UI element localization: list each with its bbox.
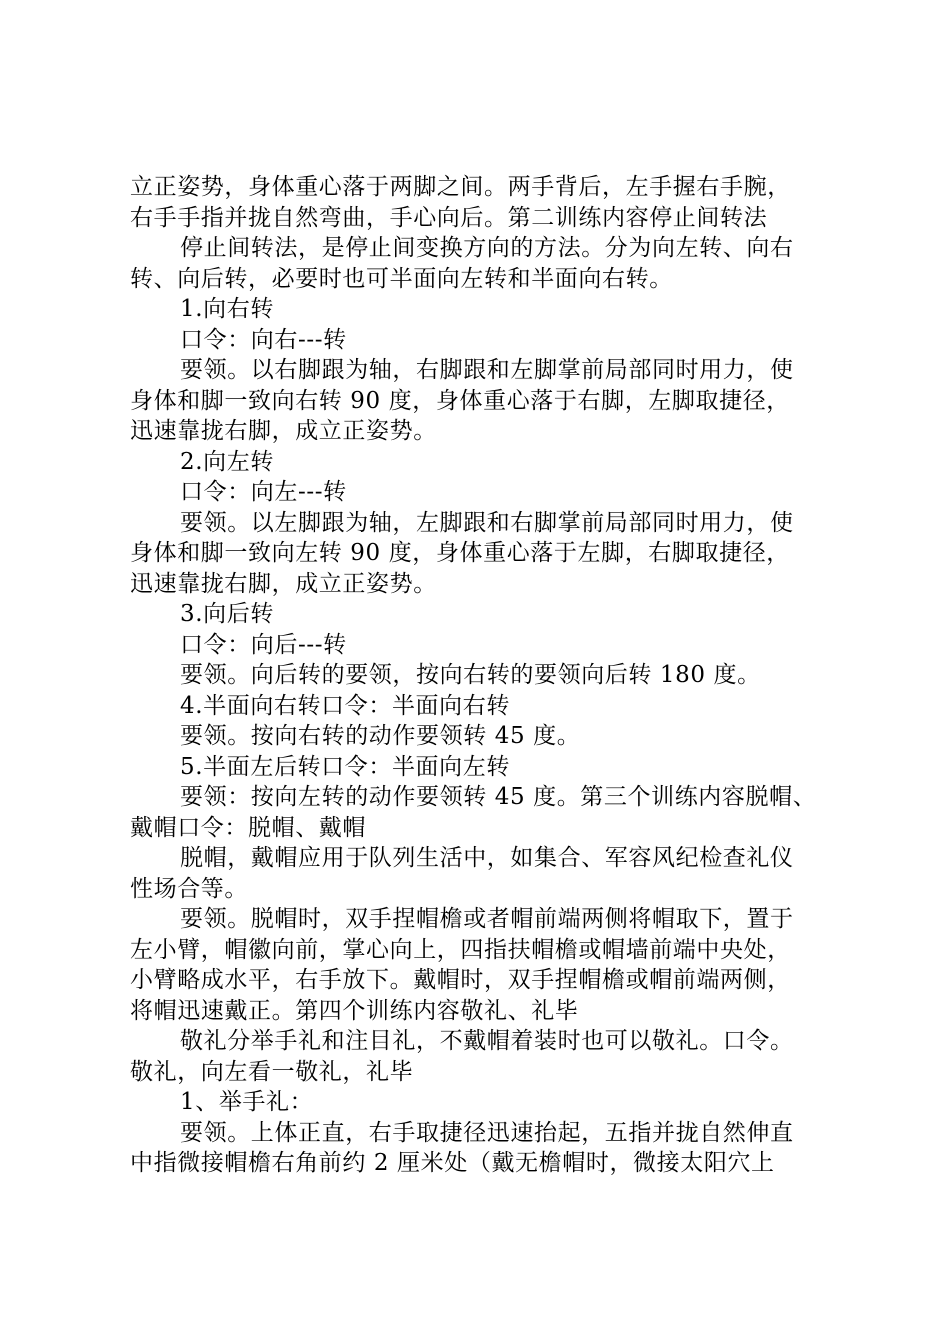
text-line: 迅速靠拢右脚，成立正姿势。: [130, 570, 437, 597]
text-line: 要领。上体正直，右手取捷径迅速抬起，五指并拢自然伸直: [180, 1119, 794, 1146]
text-line: 身体和脚一致向右转 90 度，身体重心落于右脚，左脚取捷径，: [130, 387, 790, 414]
body-text: [130, 172, 850, 1179]
text-line: 2.向左转: [180, 448, 274, 475]
text-line: 敬礼，向左看一敬礼，礼毕: [130, 1058, 414, 1085]
text-line: 左小臂，帽徽向前，掌心向上，四指扶帽檐或帽墙前端中央处，: [130, 936, 791, 963]
text-line: 立正姿势，身体重心落于两脚之间。两手背后，左手握右手腕，: [130, 174, 791, 200]
text-line: 要领。向后转的要领，按向右转的要领向后转 180 度。: [180, 662, 761, 688]
text-line: 性场合等。: [130, 875, 248, 902]
text-line: 转、向后转，必要时也可半面向左转和半面向右转。: [130, 265, 673, 292]
text-line: 要领：按向左转的动作要领转 45 度。第三个训练内容脱帽、: [180, 784, 817, 810]
text-line: 要领。脱帽时，双手捏帽檐或者帽前端两侧将帽取下，置于: [180, 906, 794, 932]
text-line: 口令：向右---转: [180, 326, 347, 353]
text-line: 脱帽，戴帽应用于队列生活中，如集合、军容风纪检查礼仪: [180, 845, 794, 871]
text-line: 停止间转法，是停止间变换方向的方法。分为向左转、向右: [180, 235, 794, 261]
text-line: 要领。以右脚跟为轴，右脚跟和左脚掌前局部同时用力，使: [180, 357, 794, 383]
text-line: 敬礼分举手礼和注目礼，不戴帽着装时也可以敬礼。口令。: [180, 1028, 794, 1054]
text-line: 3.向后转: [180, 601, 274, 627]
text-line: 5.半面左后转口令：半面向左转: [180, 753, 510, 780]
text-line: 将帽迅速戴正。第四个训练内容敬礼、礼毕: [130, 997, 579, 1024]
text-line: 要领。以左脚跟为轴，左脚跟和右脚掌前局部同时用力，使: [180, 509, 794, 536]
text-line: 身体和脚一致向左转 90 度，身体重心落于左脚，右脚取捷径，: [130, 540, 790, 566]
text-line: 戴帽口令：脱帽、戴帽: [130, 814, 366, 841]
text-line: 口令：向左---转: [180, 479, 347, 505]
text-line: 迅速靠拢右脚，成立正姿势。: [130, 418, 437, 444]
text-line: 中指微接帽檐右角前约 2 厘米处（戴无檐帽时，微接太阳穴上: [130, 1150, 775, 1176]
text-line: 要领。按向右转的动作要领转 45 度。: [180, 723, 581, 749]
text-line: 右手手指并拢自然弯曲，手心向后。第二训练内容停止间转法: [130, 204, 768, 231]
text-line: 口令：向后---转: [180, 631, 347, 658]
text-line: 1、举手礼：: [180, 1089, 314, 1115]
text-line: 4.半面向右转口令：半面向右转: [180, 692, 510, 719]
text-line: 1.向右转: [180, 296, 274, 322]
text-line: 小臂略成水平，右手放下。戴帽时，双手捏帽檐或帽前端两侧，: [130, 967, 791, 993]
